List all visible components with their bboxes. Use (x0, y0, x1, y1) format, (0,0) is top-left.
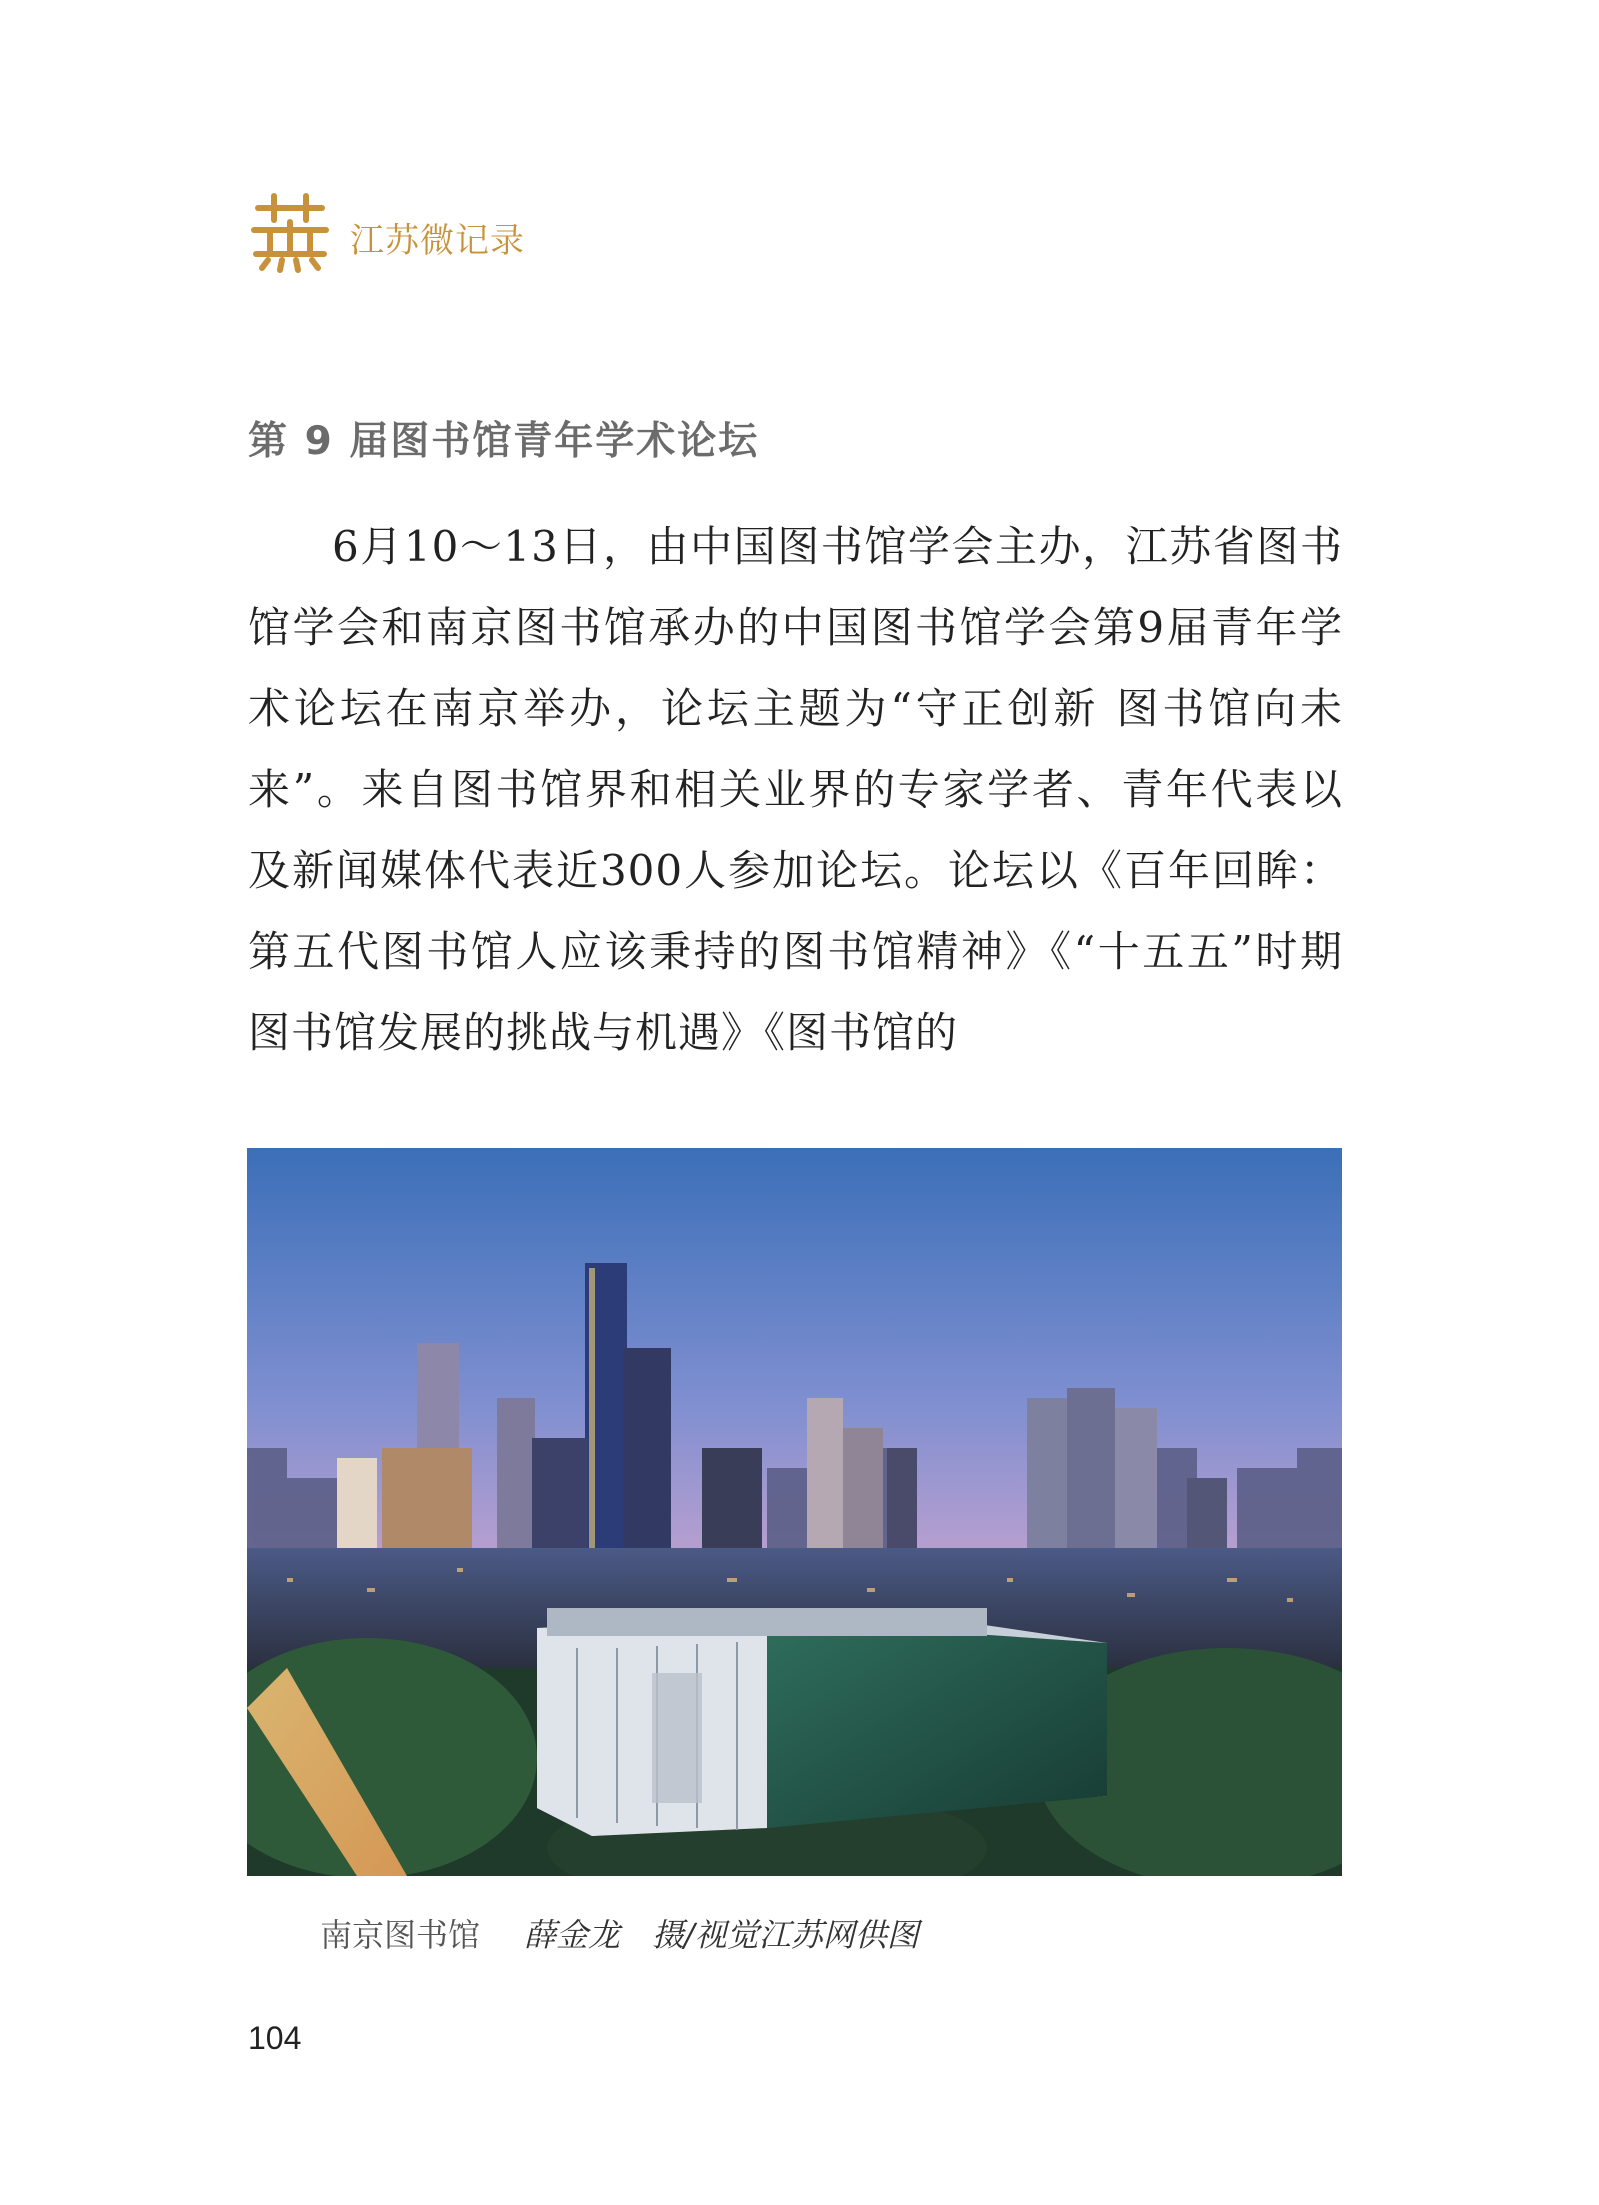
caption-credit: 薛金龙 摄/视觉江苏网供图 (524, 1916, 919, 1954)
page-header (248, 188, 525, 278)
article-title: 第 9 届图书馆青年学术论坛 (248, 419, 760, 464)
article-body: 6月10～13日，由中国图书馆学会主办，江苏省图书馆学会和南京图书馆承办的中国图书馆学会第9届青年学术论坛在南京举办，论坛主题为“守正创新 图书馆向未来”。来自图书馆界和相关业界的专家学者、青年代表以及新闻媒体代表近300人参加论坛。论坛以《百年回眸：第五代图书馆人应该秉持的图书馆精神》《“十五五”时期图书馆发展的挑战与机遇》《图书馆的 (248, 522, 1343, 1057)
section-name: 江苏微记录 (350, 220, 525, 261)
page-number: 104 (248, 2020, 302, 2056)
photo-caption (320, 1910, 919, 1956)
caption-place: 南京图书馆 (320, 1916, 481, 1954)
nanjing-library-photo (247, 1148, 1342, 1876)
su-logo-icon (248, 188, 332, 278)
